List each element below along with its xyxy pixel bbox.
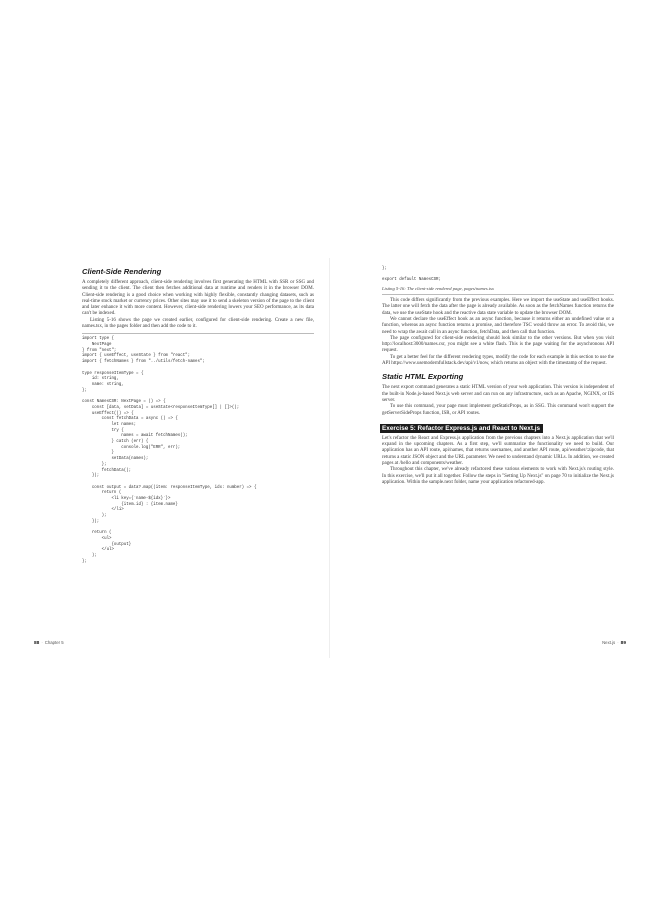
- left-footer: [34, 640, 64, 647]
- right-paragraph-4: To get a better feel for the different rendering types, modify the code for each example in this section to use the API https://www.usemodernfullstack.dev/api/v1/now, which returns an object with the timestamp of the request.: [382, 354, 614, 367]
- left-paragraph-1: A completely different approach, client-side rendering involves first generating the HTML with SSR or SSG and sending it to the client. The client then fetches additional data at runtime and renders it in the browser DOM. Client-side rendering is a good choice when working with highly flexible, constantly changing datasets, such as real-time stock market or currency prices. Other sites may use it to send a skeleton version of the page to the client and later enhance it with more content. However, client-side rendering lowers your SEO performance, as its data can't be indexed.: [82, 280, 314, 317]
- right-paragraph-5: The next export command generates a static HTML version of your web application. This version is independent of the built-in Node.js-based Next.js web server and can run on any infrastructure, such as an Apache, NGINX, or IIS server.: [382, 385, 614, 403]
- left-page: [0, 258, 330, 658]
- heading-client-side-rendering: Client-Side Rendering: [82, 267, 162, 276]
- left-page-column: [82, 267, 314, 566]
- left-page-number: 88: [34, 641, 40, 646]
- right-paragraph-1: This code differs significantly from the previous examples. Here we import the useState and useEffect hooks. The latter one will fetch the data after the page is already available. As soon as the fetchNames function returns the data, we use the useState hook and the reactive data state variable to update the browser DOM.: [382, 298, 614, 316]
- footer-separator: ·: [617, 640, 619, 645]
- book-spread: [0, 258, 660, 658]
- right-footer-chapter: Next.js: [602, 640, 616, 645]
- code-listing-names-csr: import type { NextPage } from "next"; import { useEffect, useState } from "react"; import { fetchNames } from "../utils/fetch-names"; type responseItemType = { id: string, name: string, }; const NamesCSR: NextPage = () => { const [data, setData] = useState<responseItemType[] | []>(); useEffect(() => { const fetchData = async () => { let names; try { names = await fetchNames(); } catch (err) { console.log("ERR", err); } setData(names); }; fetchData(); }); const output = data?.map((item: responseItemType, idx: number) => { return ( <li key={`name-${idx}`}> {item.id} : {item.name} </li> ); }); return ( <ul> {output} </ul> ); };: [82, 337, 257, 564]
- listing-caption: Listing 5-16: The client-side rendered page, pages/names.tsx: [382, 286, 614, 295]
- exercise-heading: Exercise 5: Refactor Express.js and React to Next.js: [380, 424, 543, 433]
- code-rule-top: [82, 333, 314, 334]
- left-footer-chapter: Chapter 5: [44, 640, 64, 645]
- code-listing-end: }; export default NamesCSR;: [382, 267, 441, 283]
- right-paragraph-2: We cannot declare the useEffect hook as an async function, because it returns either an undefined value or a function, whereas an async function returns a promise, and therefore TSC would throw an error. To avoid this, we need to wrap the await call in an async function, fetchData, and then call that function.: [382, 317, 614, 335]
- heading-static-html-exporting: Static HTML Exporting: [382, 372, 464, 382]
- left-paragraph-2: Listing 5-16 shows the page we created earlier, configured for client-side rendering. Create a new file, names.tsx, in the pages folder and then add the code to it.: [82, 317, 314, 330]
- right-page-column: [382, 267, 614, 486]
- right-paragraph-8: Throughout this chapter, we've already refactored these various elements to work with Next.js's routing style. In this exercise, we'll put it all together. Follow the steps in "Setting Up Next.js" on page 70 to initialize the Next.js application. Within the sample.next folder, name your application refactored-app.: [382, 467, 614, 485]
- right-paragraph-7: Let's refactor the React and Express.js application from the previous chapters into a Next.js application that we'll expand in the upcoming chapters. As a first step, we'll summarize the functionality we need to build. Our application has an API route, api/names, that returns usernames, and another API route, api/weather/:zipcode, that returns a static JSON object and the URL parameter. We need to understand dynamic URLs. In addition, we created pages at /hello and components/weather.: [382, 435, 614, 467]
- footer-separator: ·: [41, 640, 43, 645]
- right-paragraph-6: To use this command, your page must implement getStaticProps, as in SSG. This command won't support the getServerSideProps function, ISR, or API routes.: [382, 404, 614, 416]
- right-footer: [602, 640, 626, 647]
- right-page-number: 89: [620, 641, 626, 646]
- right-paragraph-3: The page configured for client-side rendering should look similar to the other versions. But when you visit http://localhost:3000/names.csr, you might see a white flash. This is the page waiting for the asynchronous API request.: [382, 335, 614, 354]
- right-page: [330, 258, 660, 658]
